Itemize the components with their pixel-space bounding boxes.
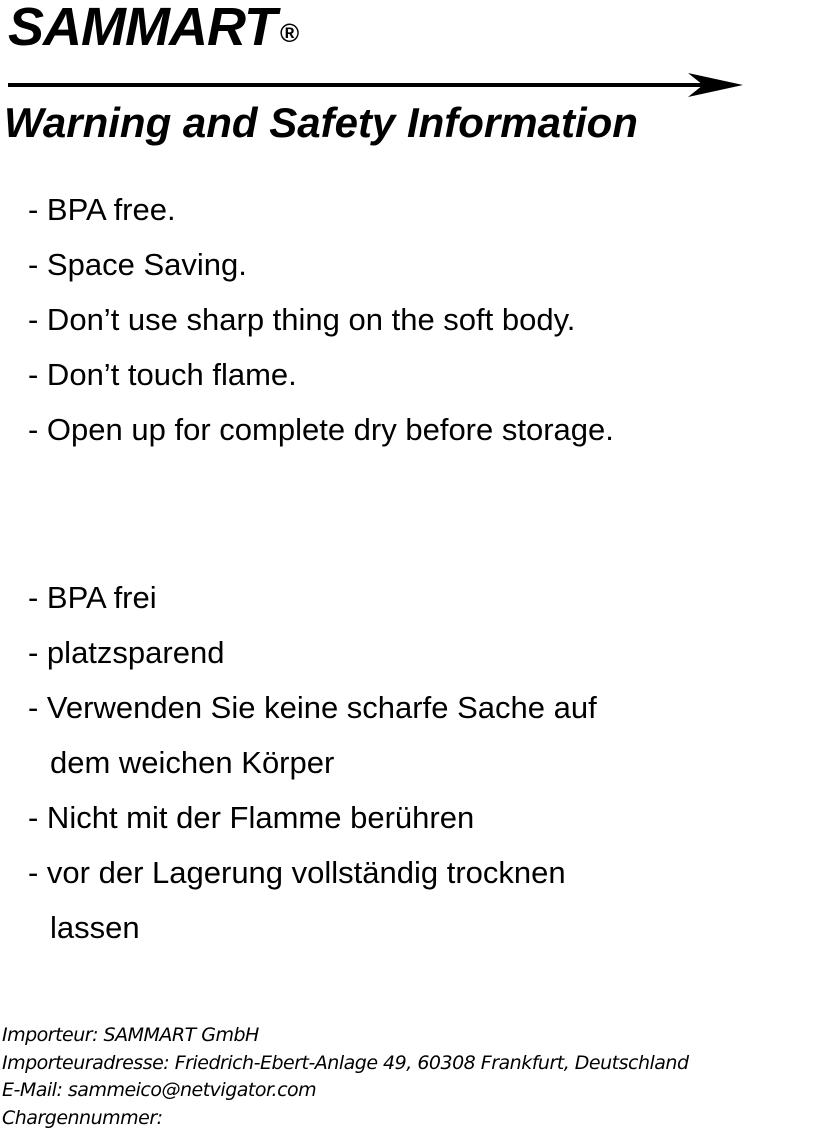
registered-mark: ® [279,18,299,48]
list-item: - Space Saving. [28,247,247,282]
importer-address: Importeuradresse: Friedrich-Ebert-Anlage 49, 60308 Frankfurt, Deutschland [2,1051,689,1074]
list-item-line: - Nicht mit der Flamme berühren [28,800,475,835]
list-item-line: - vor der Lagerung vollständig trocknen [28,855,566,890]
list-item-continuation: lassen [50,910,140,945]
importer-email: E-Mail: sammeico@netvigator.com [2,1079,317,1101]
brand-logo [8,0,299,57]
list-item [28,845,597,955]
list-item [28,790,597,845]
importer-info [2,1022,689,1132]
german-safety-list [28,570,597,955]
list-item: - BPA free. [28,192,176,227]
list-item: - Don’t touch flame. [28,357,297,392]
importer-name: Importeur: SAMMART GmbH [2,1024,259,1046]
page-title: Warning and Safety Information [4,99,638,146]
batch-number: Chargennummer: [2,1106,163,1129]
english-safety-list [28,182,614,457]
list-item [28,680,597,790]
list-item [28,570,597,625]
list-item [28,625,597,680]
list-item-line: - platzsparend [28,635,225,670]
list-item-continuation: dem weichen Körper [50,745,335,780]
arrow-divider [8,70,743,100]
list-item-line: - BPA frei [28,580,157,615]
list-item: - Don’t use sharp thing on the soft body. [28,302,576,337]
list-item-line: - Verwenden Sie keine scharfe Sache auf [28,690,597,725]
list-item: - Open up for complete dry before storage. [28,412,614,447]
brand-name: SAMMART [8,0,276,57]
